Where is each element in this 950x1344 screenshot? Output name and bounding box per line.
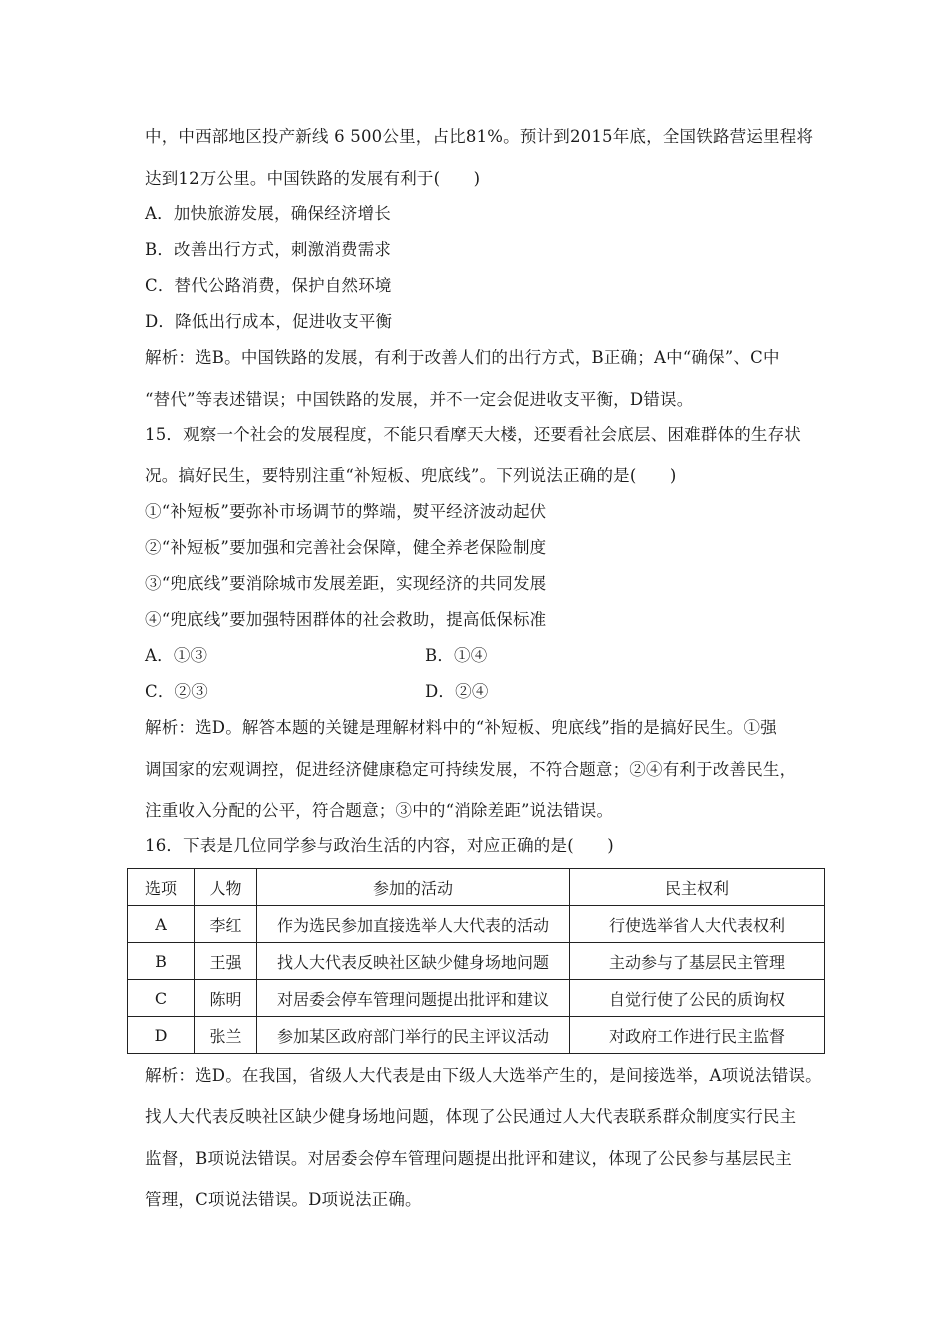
table-header-cell: 人物 xyxy=(195,869,257,906)
q15-stem-line-1: 15．观察一个社会的发展程度，不能只看摩天大楼，还要看社会底层、困难群体的生存状 xyxy=(145,425,801,444)
q15-option-c: C．②③ xyxy=(145,682,208,701)
q16-analysis-line-2: 找人大代表反映社区缺少健身场地问题，体现了公民通过人大代表联系群众制度实行民主 xyxy=(145,1107,797,1126)
table-cell: 找人大代表反映社区缺少健身场地问题 xyxy=(257,943,570,980)
q15-statement-1: ①“补短板”要弥补市场调节的弊端，熨平经济波动起伏 xyxy=(145,502,547,521)
table-cell: 陈明 xyxy=(195,980,257,1017)
q14-stem-line-1: 中，中西部地区投产新线 6 500公里，占比81%。预计到2015年底，全国铁路营运里程将 xyxy=(145,127,814,146)
q15-analysis-line-3: 注重收入分配的公平，符合题意；③中的“消除差距”说法错误。 xyxy=(145,801,614,820)
q14-option-a: A．加快旅游发展，确保经济增长 xyxy=(145,204,391,223)
q15-stem-line-2: 况。搞好民生，要特别注重“补短板、兜底线”。下列说法正确的是( ) xyxy=(145,466,677,485)
q15-statement-2: ②“补短板”要加强和完善社会保障，健全养老保险制度 xyxy=(145,538,547,557)
table-cell: 李红 xyxy=(195,906,257,943)
q14-analysis-line-1: 解析：选B。中国铁路的发展，有利于改善人们的出行方式，B正确；A中“确保”、C中 xyxy=(145,348,780,367)
q16-analysis-line-1: 解析：选D。在我国，省级人大代表是由下级人大选举产生的，是间接选举，A项说法错误。 xyxy=(145,1066,822,1085)
table-cell: 行使选举省人大代表权利 xyxy=(570,906,825,943)
q14-stem-line-2: 达到12万公里。中国铁路的发展有利于( ) xyxy=(145,169,481,188)
q14-option-c: C．替代公路消费，保护自然环境 xyxy=(145,276,392,295)
table-header-row xyxy=(128,869,825,906)
q16-analysis-line-3: 监督，B项说法错误。对居委会停车管理问题提出批评和建议，体现了公民参与基层民主 xyxy=(145,1149,792,1168)
q15-option-b: B．①④ xyxy=(425,646,488,665)
table-cell: A xyxy=(128,906,195,943)
table-cell: 王强 xyxy=(195,943,257,980)
q15-analysis-line-1: 解析：选D。解答本题的关键是理解材料中的“补短板、兜底线”指的是搞好民生。①强 xyxy=(145,718,777,737)
table-row xyxy=(128,1017,825,1054)
table-cell: 张兰 xyxy=(195,1017,257,1054)
table-cell: D xyxy=(128,1017,195,1054)
table-row xyxy=(128,943,825,980)
table-cell: 作为选民参加直接选举人大代表的活动 xyxy=(257,906,570,943)
table-cell: 对政府工作进行民主监督 xyxy=(570,1017,825,1054)
q15-option-a: A．①③ xyxy=(145,646,208,665)
q16-analysis-line-4: 管理，C项说法错误。D项说法正确。 xyxy=(145,1190,422,1209)
q15-analysis-line-2: 调国家的宏观调控，促进经济健康稳定可持续发展，不符合题意；②④有利于改善民生， xyxy=(145,760,797,779)
q16-table xyxy=(127,868,825,1054)
q15-statement-3: ③“兜底线”要消除城市发展差距，实现经济的共同发展 xyxy=(145,574,547,593)
q15-statement-4: ④“兜底线”要加强特困群体的社会救助，提高低保标准 xyxy=(145,610,547,629)
q14-option-b: B．改善出行方式，刺激消费需求 xyxy=(145,240,392,259)
table-header-cell: 参加的活动 xyxy=(257,869,570,906)
table-cell: 自觉行使了公民的质询权 xyxy=(570,980,825,1017)
table-row xyxy=(128,980,825,1017)
q16-stem-line-1: 16．下表是几位同学参与政治生活的内容，对应正确的是( ) xyxy=(145,836,614,855)
table-header-cell: 民主权利 xyxy=(570,869,825,906)
table-cell: 参加某区政府部门举行的民主评议活动 xyxy=(257,1017,570,1054)
table-row xyxy=(128,906,825,943)
table-header-cell: 选项 xyxy=(128,869,195,906)
table-cell: 对居委会停车管理问题提出批评和建议 xyxy=(257,980,570,1017)
table-cell: C xyxy=(128,980,195,1017)
q15-option-d: D．②④ xyxy=(425,682,489,701)
q14-option-d: D．降低出行成本，促进收支平衡 xyxy=(145,312,393,331)
table-cell: B xyxy=(128,943,195,980)
q14-analysis-line-2: “替代”等表述错误；中国铁路的发展，并不一定会促进收支平衡，D错误。 xyxy=(145,390,694,409)
table-cell: 主动参与了基层民主管理 xyxy=(570,943,825,980)
